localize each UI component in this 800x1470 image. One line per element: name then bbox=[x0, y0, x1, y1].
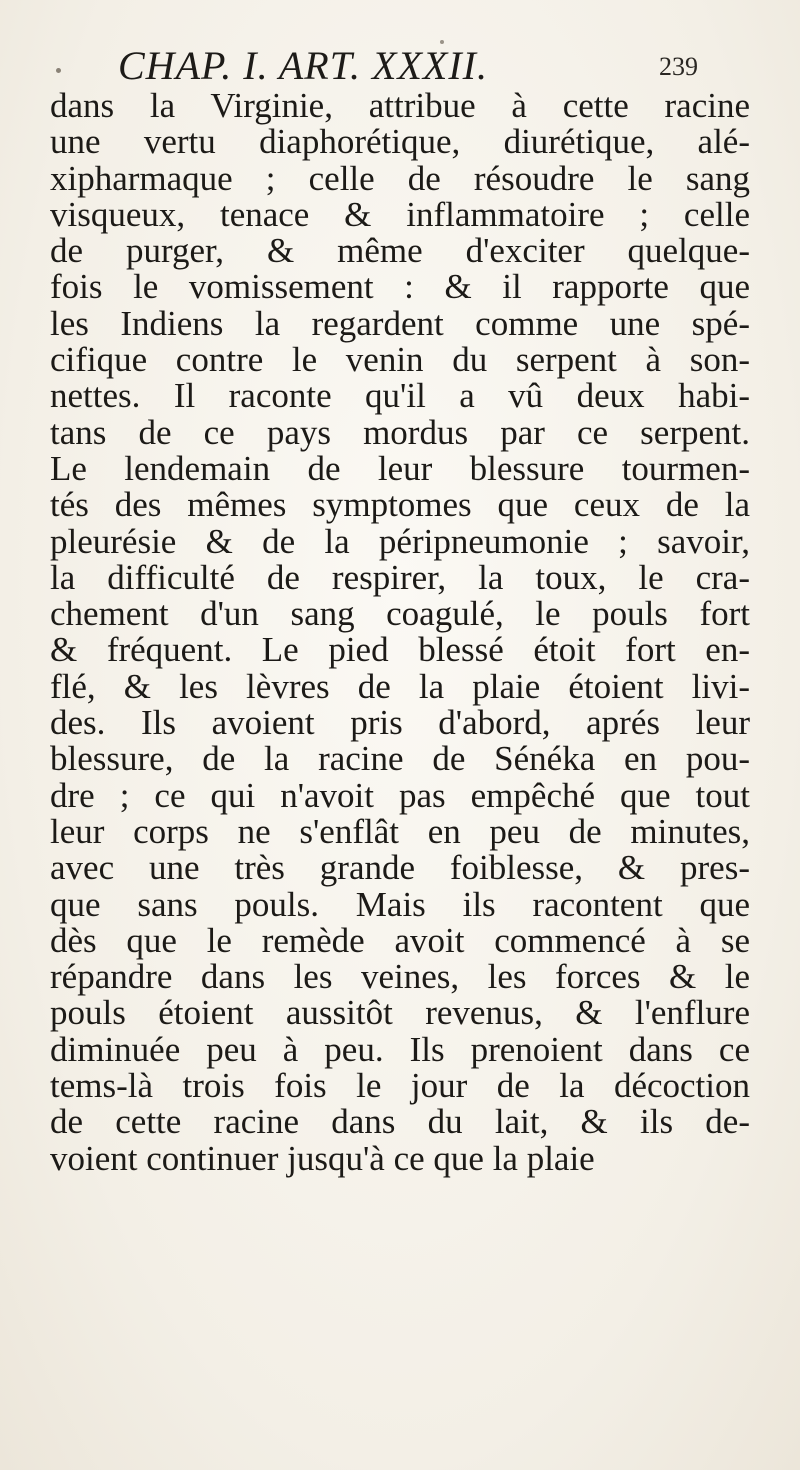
text-line: xipharmaque ; celle de résoudre le sang bbox=[50, 158, 750, 198]
text-line: répandre dans les veines, les forces & le bbox=[50, 957, 750, 997]
text-line: flé, & les lèvres de la plaie étoient livi- bbox=[50, 666, 750, 706]
text-line: diminuée peu à peu. Ils prenoient dans ce bbox=[50, 1029, 750, 1069]
page-number: 239 bbox=[659, 52, 698, 81]
text-line: dès que le remède avoit commencé à se bbox=[50, 920, 750, 960]
text-line: visqueux, tenace & inflammatoire ; celle bbox=[50, 194, 750, 234]
text-line: tés des mêmes symptomes que ceux de la bbox=[50, 485, 750, 525]
text-line: dans la Virginie, attribue à cette racine bbox=[50, 86, 750, 125]
text-line: fois le vomissement : & il rapporte que bbox=[50, 267, 750, 307]
text-line: voient continuer jusqu'à ce que la plaie bbox=[50, 1138, 595, 1178]
text-line: pouls étoient aussitôt revenus, & l'enflure bbox=[50, 993, 750, 1033]
text-line: que sans pouls. Mais ils racontent que bbox=[50, 884, 750, 924]
text-line: de cette racine dans du lait, & ils de- bbox=[50, 1102, 750, 1142]
text-line: des. Ils avoient pris d'abord, aprés leur bbox=[50, 703, 750, 743]
ink-speck bbox=[56, 68, 61, 73]
text-line: cifique contre le venin du serpent à son- bbox=[50, 340, 750, 380]
text-line: une vertu diaphorétique, diurétique, alé- bbox=[50, 122, 750, 162]
running-head: CHAP. I. ART. XXXII. bbox=[118, 43, 488, 88]
text-line: chement d'un sang coagulé, le pouls fort bbox=[50, 594, 750, 634]
page-header bbox=[118, 42, 698, 92]
text-line: leur corps ne s'enflât en peu de minutes, bbox=[50, 811, 750, 851]
text-line: blessure, de la racine de Sénéka en pou- bbox=[50, 739, 750, 779]
text-line: les Indiens la regardent comme une spé- bbox=[50, 303, 750, 343]
text-line: avec une très grande foiblesse, & pres- bbox=[50, 848, 750, 888]
text-line: tans de ce pays mordus par ce serpent. bbox=[50, 412, 750, 452]
text-line: la difficulté de respirer, la toux, le cra- bbox=[50, 557, 750, 597]
text-line: & fréquent. Le pied blessé étoit fort en- bbox=[50, 630, 750, 670]
text-line: pleurésie & de la péripneumonie ; savoir, bbox=[50, 521, 750, 561]
text-line: Le lendemain de leur blessure tourmen- bbox=[50, 448, 750, 488]
text-line: nettes. Il raconte qu'il a vû deux habi- bbox=[50, 376, 750, 416]
body-text bbox=[50, 88, 750, 1177]
text-line: de purger, & même d'exciter quelque- bbox=[50, 231, 750, 271]
text-line: tems-là trois fois le jour de la décoction bbox=[50, 1066, 750, 1106]
text-line: dre ; ce qui n'avoit pas empêché que tout bbox=[50, 775, 750, 815]
